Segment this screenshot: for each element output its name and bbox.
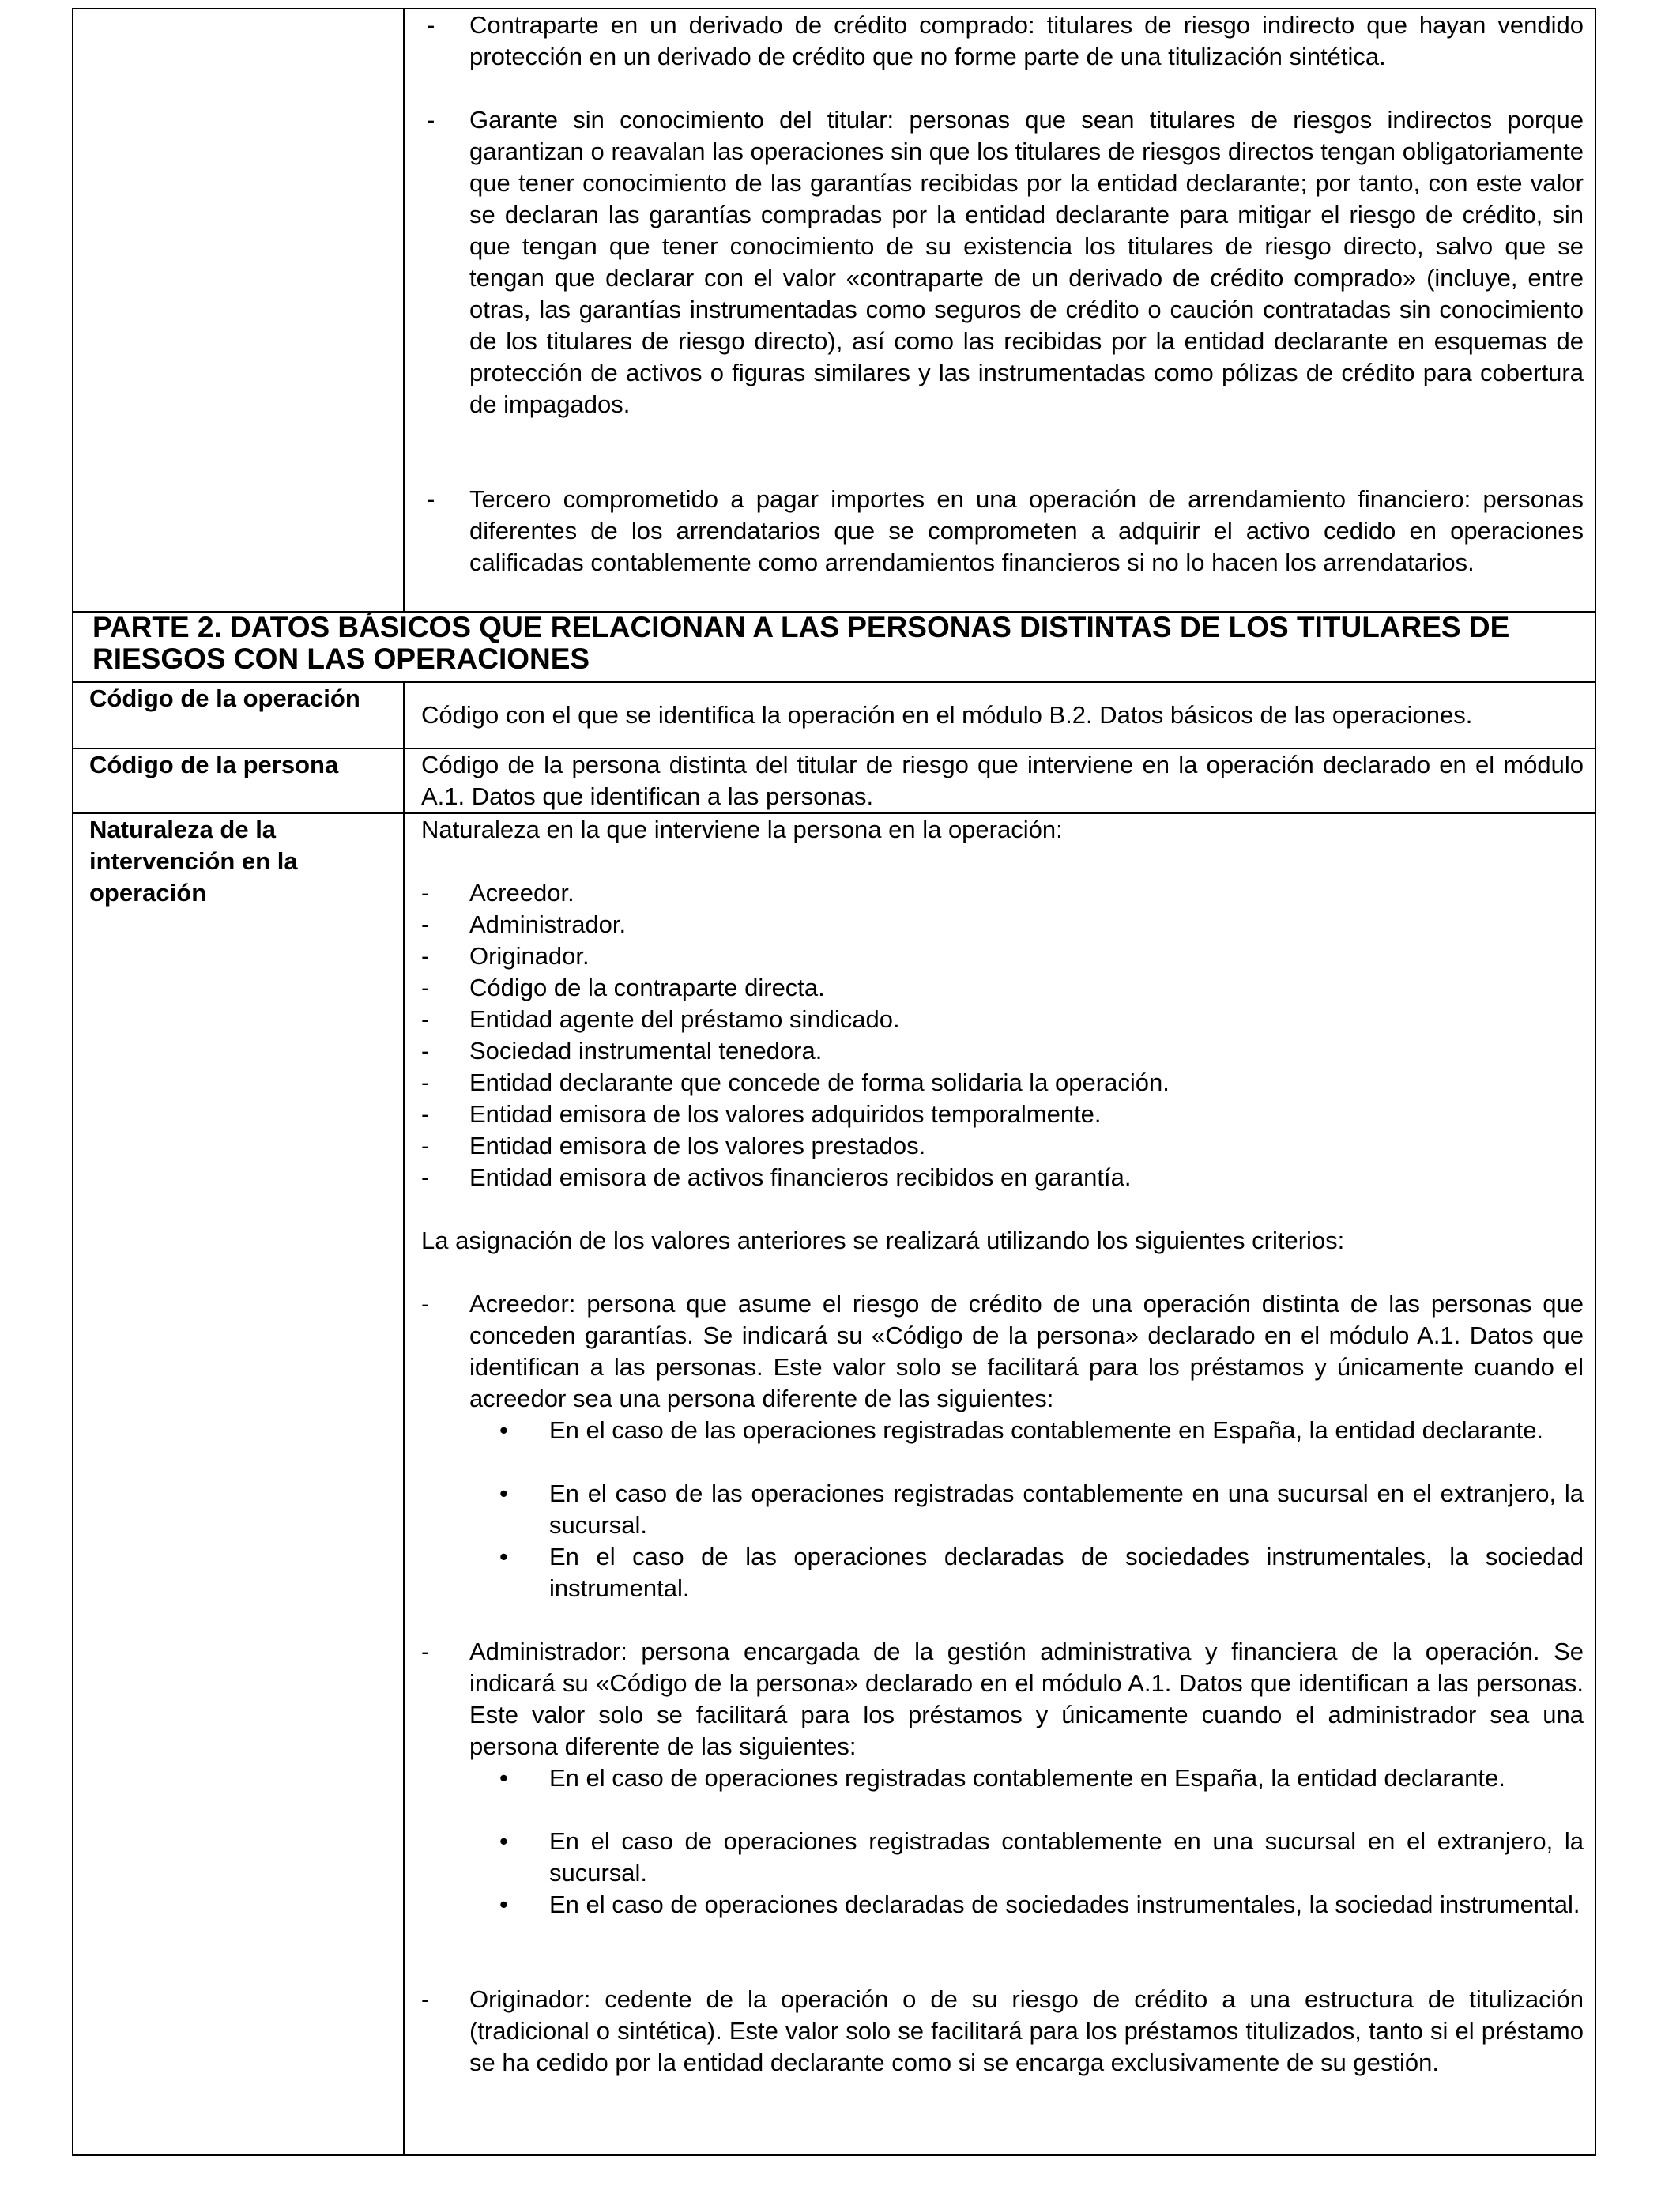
list-dash: - bbox=[427, 106, 435, 134]
list-dash: - bbox=[421, 879, 430, 907]
list-dash: - bbox=[421, 942, 430, 970]
value-emisora-adquiridos: Entidad emisora de los valores adquiridos temporalmente. bbox=[469, 1100, 1102, 1128]
column-divider-top bbox=[403, 8, 405, 612]
label-codigo-operacion: Código de la operación bbox=[89, 684, 360, 712]
value-acreedor: Acreedor. bbox=[469, 879, 574, 907]
intro-item-garante: Garante sin conocimiento del titular: personas que sean titulares de riesgos indirectos porque garantizan o reavalan las operaciones sin que los titulares de riesgos directos tengan obligatoriamente que tener conocimiento de las garantías recibidas por la entidad declarante; por tanto, con este valor se declaran las garantías compradas por la entidad declarante para mitigar el riesgo de crédito, sin que tengan que tener conocimiento de su existencia los titulares de riesgo directo, salvo que se tengan que declarar con el valor «contraparte de un derivado de crédito comprado» (incluye, entre otras, las garantías instrumentadas como seguros de crédito o caución contratadas sin conocimiento de los titulares de riesgo directo), así como las recibidas por la entidad declarante en esquemas de protección de activos o figuras similares y las instrumentadas como pólizas de crédito para cobertura de impagados. bbox=[469, 106, 1584, 418]
bullet-icon: • bbox=[499, 1416, 508, 1444]
bullet-icon: • bbox=[499, 1891, 508, 1918]
list-dash: - bbox=[427, 485, 435, 513]
list-dash: - bbox=[421, 910, 430, 938]
list-dash: - bbox=[421, 1638, 430, 1665]
administrador-bullet-sociedad: En el caso de operaciones declaradas de sociedades instrumentales, la sociedad instrumental. bbox=[549, 1891, 1580, 1918]
value-sociedad-instrumental: Sociedad instrumental tenedora. bbox=[469, 1037, 823, 1065]
value-entidad-agente: Entidad agente del préstamo sindicado. bbox=[469, 1005, 900, 1033]
criterion-administrador: Administrador: persona encargada de la gestión administrativa y financiera de la operación. Se indicará su «Código de la persona» declarado en el módulo A.1. Datos que identifican a las personas. Este valor solo se facilitará para los préstamos y únicamente cuando el administrador sea una persona diferente de las siguientes: bbox=[469, 1638, 1584, 1760]
acreedor-bullet-espana: En el caso de las operaciones registradas contablemente en España, la entidad declarante. bbox=[549, 1416, 1544, 1444]
naturaleza-intro: Naturaleza en la que interviene la persona en la operación: bbox=[421, 816, 1063, 843]
list-dash: - bbox=[421, 1069, 430, 1096]
value-entidad-declarante: Entidad declarante que concede de forma solidaria la operación. bbox=[469, 1069, 1170, 1096]
bullet-icon: • bbox=[499, 1480, 508, 1507]
list-dash: - bbox=[421, 1037, 430, 1065]
value-emisora-garantia: Entidad emisora de activos financieros recibidos en garantía. bbox=[469, 1163, 1132, 1191]
text-codigo-operacion: Código con el que se identifica la operación en el módulo B.2. Datos básicos de las operaciones. bbox=[421, 701, 1473, 729]
list-dash: - bbox=[421, 1985, 430, 2013]
intro-item-contraparte: Contraparte en un derivado de crédito comprado: titulares de riesgo indirecto que hayan vendido protección en un derivado de crédito que no forme parte de una titulización sintética. bbox=[469, 11, 1584, 70]
administrador-bullet-espana: En el caso de operaciones registradas contablemente en España, la entidad declarante. bbox=[549, 1764, 1505, 1792]
criterion-acreedor: Acreedor: persona que asume el riesgo de crédito de una operación distinta de las personas que conceden garantías. Se indicará su «Código de la persona» declarado en el módulo A.1. Datos que identifican a las personas. Este valor solo se facilitará para los préstamos y únicamente cuando el acreedor sea una persona diferente de las siguientes: bbox=[469, 1290, 1584, 1412]
column-divider-bottom bbox=[403, 681, 405, 2156]
acreedor-bullet-sucursal: En el caso de las operaciones registradas contablemente en una sucursal en el extranjero, la sucursal. bbox=[549, 1480, 1584, 1539]
list-dash: - bbox=[421, 974, 430, 1001]
value-administrador: Administrador. bbox=[469, 910, 627, 938]
intro-item-tercero: Tercero comprometido a pagar importes en una operación de arrendamiento financiero: personas diferentes de los arrendatarios que se comprometen a adquirir el activo cedido en operaciones calificadas contablemente como arrendamientos financieros si no lo hacen los arrendatarios. bbox=[469, 485, 1584, 576]
bullet-icon: • bbox=[499, 1764, 508, 1792]
list-dash: - bbox=[421, 1100, 430, 1128]
list-dash: - bbox=[421, 1290, 430, 1318]
value-contraparte-directa: Código de la contraparte directa. bbox=[469, 974, 825, 1001]
criterion-originador: Originador: cedente de la operación o de su riesgo de crédito a una estructura de titulización (tradicional o sintética). Este valor solo se facilitará para los préstamos titulizados, tanto si el préstamo se ha cedido por la entidad declarante como si se encarga exclusivamente de su gestión. bbox=[469, 1985, 1584, 2076]
value-originador: Originador. bbox=[469, 942, 590, 970]
part2-heading: PARTE 2. DATOS BÁSICOS QUE RELACIONAN A LAS PERSONAS DISTINTAS DE LOS TITULARES DE RIESGOS CON LAS OPERACIONES bbox=[92, 611, 1510, 675]
bullet-icon: • bbox=[499, 1827, 508, 1855]
list-dash: - bbox=[427, 11, 435, 39]
list-dash: - bbox=[421, 1163, 430, 1191]
administrador-bullet-sucursal: En el caso de operaciones registradas contablemente en una sucursal en el extranjero, la sucursal. bbox=[549, 1827, 1584, 1887]
list-dash: - bbox=[421, 1132, 430, 1159]
bullet-icon: • bbox=[499, 1543, 508, 1570]
criteria-intro: La asignación de los valores anteriores se realizará utilizando los siguientes criterios: bbox=[421, 1227, 1345, 1254]
list-dash: - bbox=[421, 1005, 430, 1033]
value-emisora-prestados: Entidad emisora de los valores prestados. bbox=[469, 1132, 926, 1159]
acreedor-bullet-sociedad: En el caso de las operaciones declaradas de sociedades instrumentales, la sociedad instrumental. bbox=[549, 1543, 1584, 1602]
label-naturaleza: Naturaleza de la intervención en la operación bbox=[89, 816, 298, 907]
label-codigo-persona: Código de la persona bbox=[89, 751, 339, 778]
text-codigo-persona: Código de la persona distinta del titular de riesgo que interviene en la operación declarado en el módulo A.1. Datos que identifican a las personas. bbox=[421, 751, 1584, 810]
